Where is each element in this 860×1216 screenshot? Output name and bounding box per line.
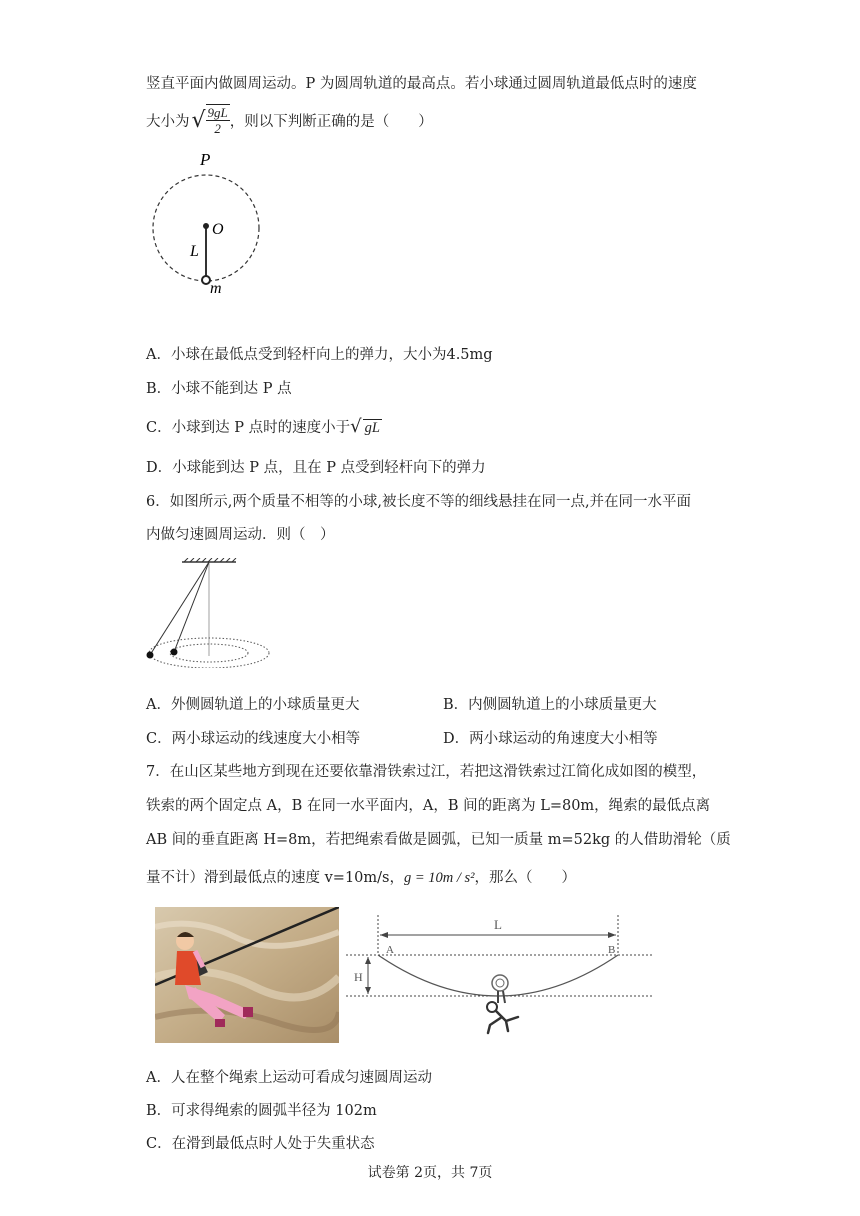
q5-stem-line1: 竖直平面内做圆周运动。P 为圆周轨道的最高点。若小球通过圆周轨道最低点时的速度: [146, 76, 697, 92]
q5-option-c: [146, 416, 382, 437]
q6-stem-line1: 6．如图所示,两个质量不相等的小球,被长度不等的细线悬挂在同一点,并在同一水平面: [146, 494, 692, 510]
zipline-photo: [155, 907, 339, 1043]
sqrt-sign-icon: √: [350, 416, 362, 437]
q5-stem-prefix: 大小为: [146, 113, 190, 130]
q7-stem-line4: [146, 866, 576, 887]
q6-stem-line2: 内做匀速圆周运动．则（ ）: [146, 527, 335, 543]
q5-option-d: D．小球能到达 P 点，且在 P 点受到轻杆向下的弹力: [146, 460, 486, 476]
label-L: L: [190, 243, 199, 260]
q6-conical-pendulum-figure: [140, 558, 270, 668]
q7-option-a: A．人在整个绳索上运动可看成匀速圆周运动: [146, 1070, 432, 1086]
q5-option-b: B．小球不能到达 P 点: [146, 381, 292, 397]
q7-gravity-expression: g = 10m / s²: [403, 870, 475, 886]
q7-stem-line4-prefix: 量不计）滑到最低点的速度 v=10m/s，: [146, 870, 404, 886]
inner-ball-icon: [171, 649, 178, 656]
label-P: P: [200, 150, 211, 169]
outer-ball-icon: [147, 652, 154, 659]
q5-circle-figure: [140, 148, 280, 298]
q5-stem-line2: [146, 104, 433, 136]
stick-person-body: [488, 1011, 518, 1033]
q7-option-b: B．可求得绳索的圆弧半径为 102m: [146, 1103, 377, 1119]
label-O: O: [212, 221, 224, 238]
q6-option-b: B．内侧圆轨道上的小球质量更大: [443, 697, 657, 713]
fraction-denominator: 2: [214, 121, 221, 136]
q5-option-a: A．小球在最低点受到轻杆向上的弹力，大小为4.5mg: [146, 347, 493, 363]
label-A: A: [386, 944, 394, 956]
outer-string: [150, 562, 209, 655]
q7-stem-line4-suffix: ，那么（ ）: [474, 870, 577, 886]
label-B: B: [608, 944, 616, 956]
q7-arc-diagram: [342, 913, 658, 1043]
pivot-point: [203, 223, 209, 229]
q7-option-c: C．在滑到最低点时人处于失重状态: [146, 1136, 375, 1152]
label-L: L: [494, 917, 502, 932]
q5-stem-suffix: ，则以下判断正确的是（ ）: [229, 113, 433, 130]
q6-option-c: C．两小球运动的线速度大小相等: [146, 731, 361, 747]
q6-option-d: D．两小球运动的角速度大小相等: [443, 731, 658, 747]
page-footer: 试卷第 2页，共 7页: [367, 1165, 493, 1181]
fraction-numerator: 9gL: [207, 105, 228, 120]
q5-speed-fraction: [206, 104, 230, 136]
q6-option-a: A．外侧圆轨道上的小球质量更大: [146, 697, 360, 713]
pulley-icon: [492, 975, 508, 991]
sqrt-sign-icon: √: [191, 107, 206, 133]
q5-option-c-sqrt: gL: [364, 420, 380, 436]
q5-option-c-text: C．小球到达 P 点时的速度小于: [146, 420, 351, 436]
q7-stem-line2: 铁索的两个固定点 A，B 在同一水平面内，A，B 间的距离为 L=80m，绳索的最低点离: [146, 798, 711, 814]
label-H: H: [354, 970, 363, 984]
ball-icon: [202, 276, 210, 284]
label-m: m: [210, 280, 222, 297]
q7-stem-line3: AB 间的垂直距离 H=8m，若把绳索看做是圆弧，已知一质量 m=52kg 的人借助滑轮（质: [146, 832, 731, 848]
q7-stem-line1: 7．在山区某些地方到现在还要依靠滑铁索过江，若把这滑铁索过江简化成如图的模型，: [146, 764, 707, 780]
